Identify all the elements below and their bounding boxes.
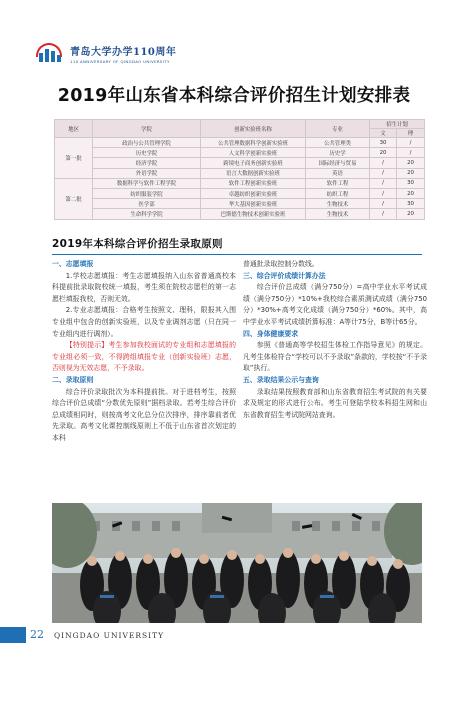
table-row (55, 209, 425, 219)
major-cell: 历史学 (306, 148, 370, 158)
university-emblem-icon (34, 42, 64, 64)
major-cell: 国际经济与贸易 (306, 158, 370, 168)
heading-health-requirements: 四、身体健康要求 (243, 329, 299, 338)
major-cell: 纺织工程 (306, 188, 370, 198)
section-title: 2019年本科综合评价招生录取原则 (52, 236, 422, 255)
arts-cell: / (370, 178, 397, 188)
lab-cell: 巴斯德生物技术创新实验班 (201, 209, 306, 219)
science-cell: 20 (397, 188, 425, 198)
paragraph-health-requirements: 参照《普通高等学校招生体检工作指导意见》的规定。凡考生体检符合“学校可以不予录取”条款的，学校按“不予录取”执行。 (243, 341, 427, 373)
lab-cell: 人文科学创新实验班 (201, 148, 306, 158)
arts-cell: 30 (370, 138, 397, 148)
college-cell: 纺织服装学院 (93, 188, 201, 198)
arts-cell: / (370, 158, 397, 168)
heading-volunteer-filling: 一、志愿填报 (52, 260, 94, 268)
paragraph-result-query: 录取结果按照教育部和山东省教育招生考试院的有关要求及规定的形式进行公布。考生可登陆学校本科招生网和山东省教育招生考试院网站查询。 (243, 387, 427, 419)
lab-cell: 软件工程创新实验班 (201, 178, 306, 188)
table-header-lab: 创新实验班名称 (201, 120, 306, 138)
table-row (55, 138, 425, 148)
graduation-photo (52, 503, 422, 623)
college-cell: 医学部 (93, 199, 201, 209)
university-logo (34, 42, 176, 64)
arts-cell: / (370, 199, 397, 209)
heading-result-query: 五、录取结果公示与查询 (243, 375, 319, 384)
table-header-major: 专业 (306, 120, 370, 138)
page-number: 22 (30, 628, 44, 641)
footer-university-name: QINGDAO UNIVERSITY (54, 631, 165, 640)
table-row (55, 188, 425, 198)
left-text-column (52, 259, 236, 445)
page-footer (0, 627, 468, 643)
science-cell: 30 (397, 199, 425, 209)
special-notice: 【特别提示】考生参加我校面试的专业组和志愿填报的专业组必须一致，不得跨组填报专业（创新实验班）志愿，否则视为无效志愿，不予录取。 (52, 341, 236, 373)
science-cell: / (397, 138, 425, 148)
lab-cell: 跨境电子商务创新实验班 (201, 158, 306, 168)
paragraph-score-calculation: 综合评价总成绩（满分750分）=高中学业水平考试成绩（满分750分）*10%+我校综合素质测试成绩（满分750分）*30%+高考文化成绩（满分750分）*60%。其中，高中学业水平考试成绩折算标准：A等计75分，B等计65分。 (243, 283, 427, 326)
footer-band (0, 627, 26, 643)
table-row (55, 168, 425, 178)
table-row (55, 178, 425, 188)
heading-score-calculation: 三、综合评价成绩计算办法 (243, 271, 326, 280)
major-cell: 软件工程 (306, 178, 370, 188)
arts-cell: / (370, 209, 397, 219)
college-cell: 外语学院 (93, 168, 201, 178)
arts-cell: / (370, 188, 397, 198)
enrollment-plan-table (54, 119, 425, 220)
table-row (55, 148, 425, 158)
page-title: 2019年山东省本科综合评价招生计划安排表 (57, 86, 411, 106)
logo-subtitle: 110 ANNIVERSARY OF QINGDAO UNIVERSITY (70, 58, 170, 64)
graduation-group-photo-icon (52, 503, 422, 623)
paragraph-major-choice: 2.专业志愿填报：合格考生按照文、理科，限报其入围专业组中包含的创新实验班，以及专业调剂志愿（只在同一专业组内进行调剂）。 (52, 306, 236, 338)
arts-cell: 20 (370, 148, 397, 158)
logo-title: 青岛大学办学110周年 (70, 46, 177, 58)
college-cell: 经济学院 (93, 158, 201, 168)
science-cell: 20 (397, 158, 425, 168)
lab-cell: 公共管理数据科学创新实验班 (201, 138, 306, 148)
paragraph-school-choice: 1.学校志愿填报：考生志愿填报纳入山东省普通高校本科提前批录取院校统一填报，考生须在院校志愿栏的第一志愿栏填报我校，否则无效。 (52, 271, 236, 303)
lab-cell: 华大基因创新实验班 (201, 199, 306, 209)
paragraph-continuation: 普通批录取控制分数线。 (243, 260, 319, 268)
region-cell: 第一批 (55, 138, 93, 179)
region-cell: 第二批 (55, 178, 93, 219)
science-cell: 20 (397, 168, 425, 178)
lab-cell: 卓越纺织创新实验班 (201, 188, 306, 198)
table-row (55, 158, 425, 168)
arts-cell: / (370, 168, 397, 178)
table-header-college: 学院 (93, 120, 201, 138)
table-header-arts: 文 (370, 129, 397, 138)
table-header-plan: 招生计划 (370, 120, 425, 129)
college-cell: 数据科学与软件工程学院 (93, 178, 201, 188)
major-cell: 生物技术 (306, 199, 370, 209)
table-row (55, 199, 425, 209)
table-header-region: 地区 (55, 120, 93, 138)
science-cell: / (397, 148, 425, 158)
college-cell: 政治与公共管理学院 (93, 138, 201, 148)
paragraph-admission-principle: 综合评价录取批次为本科提前批。对于进档考生，按照综合评价总成绩“分数优先原则”据档录取。若考生综合评价总成绩相同时，则按高考文化总分位次排序，排序靠前者优先录取。高考文化课控制线原则上不低于山东省首次划定的本科 (52, 387, 236, 442)
heading-admission-principle: 二、录取原则 (52, 375, 94, 384)
table-header-science: 理 (397, 129, 425, 138)
major-cell: 生物技术 (306, 209, 370, 219)
science-cell: 20 (397, 209, 425, 219)
right-text-column (243, 259, 427, 421)
major-cell: 公共管理类 (306, 138, 370, 148)
science-cell: 30 (397, 178, 425, 188)
college-cell: 生命科学学院 (93, 209, 201, 219)
lab-cell: 语言大数据创新实验班 (201, 168, 306, 178)
major-cell: 英语 (306, 168, 370, 178)
college-cell: 历史学院 (93, 148, 201, 158)
